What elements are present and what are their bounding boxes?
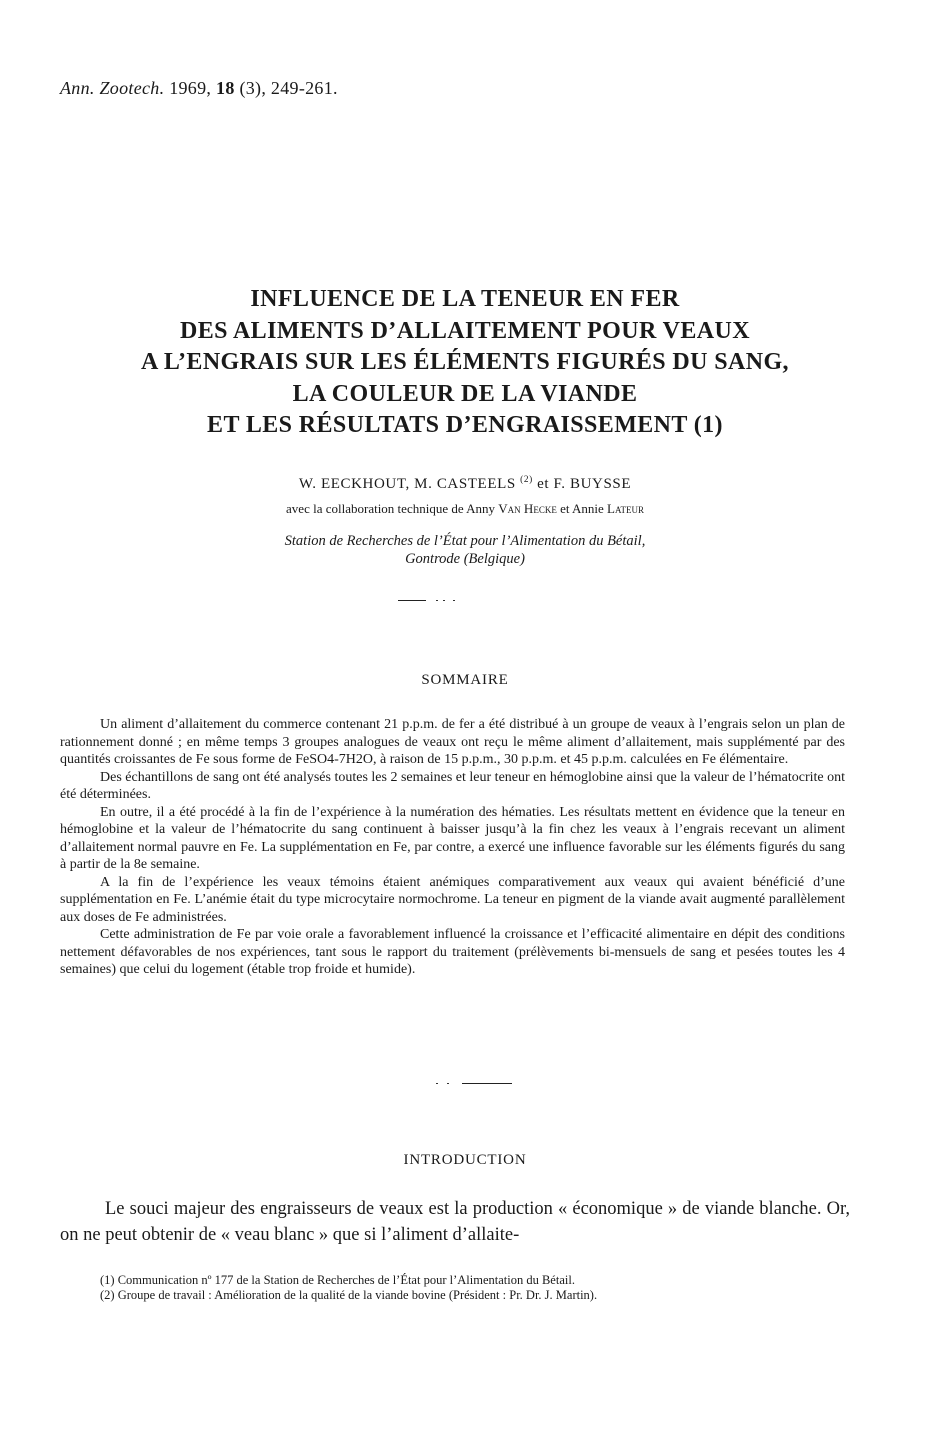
sommaire-body <box>60 716 845 979</box>
sommaire-paragraph: En outre, il a été procédé à la fin de l’expérience à la numération des hématies. Les résultats mettent en évidence que la teneur en hémoglobine et la valeur de l’hématocrite du sang continuent à baisser jusqu’à la fin chez les veaux à l’engrais recevant un aliment d’allaitement normal pauvre en Fe. La supplémentation en Fe, par contre, a exercé une influence favorable sur les éléments figurés du sang à partir de la 8e semaine. <box>60 804 845 872</box>
introduction-heading: INTRODUCTION <box>403 1152 527 1168</box>
collab-name-2: Lateur <box>607 501 644 516</box>
title-line: DES ALIMENTS D’ALLAITEMENT POUR VEAUX <box>179 317 750 344</box>
separator-dot <box>436 600 438 601</box>
affiliation-line-1: Station de Recherches de l’État pour l’Alimentation du Bétail, <box>284 533 646 549</box>
title-footnote-ref: (1) <box>693 412 723 438</box>
footnote: (2) Groupe de travail : Amélioration de la qualité de la viande bovine (Président : Pr. Dr. J. Martin). <box>100 1288 598 1302</box>
title-line-last <box>40 410 890 442</box>
title-line: INFLUENCE DE LA TENEUR EN FER <box>250 286 680 312</box>
sommaire-paragraph: Des échantillons de sang ont été analysés toutes les 2 semaines et leur teneur en hémoglobine ainsi que la valeur de l’hématocrite ont été déterminées. <box>60 769 845 802</box>
introduction-body <box>60 1196 850 1248</box>
sommaire-paragraph: Cette administration de Fe par voie orale a favorablement influencé la croissance et l’efficacité alimentaire en dépit des conditions nettement défavorables de nos expériences, tant sous le rapport du traitement (prélèvements bi-mensuels de sang et pesées toutes les 4 semaines) que celui du logement (étable trop froide et humide). <box>60 927 845 977</box>
affiliation-line-2: Gontrode (Belgique) <box>405 551 525 567</box>
separator-dot <box>453 600 455 601</box>
journal-year: 1969, <box>169 78 212 98</box>
journal-name: Ann. Zootech. <box>60 78 165 98</box>
journal-citation <box>60 78 338 99</box>
sommaire-paragraph: Un aliment d’allaitement du commerce contenant 21 p.p.m. de fer a été distribué à un groupe de veaux à l’engrais selon un plan de rationnement donné ; en même temps 3 groupes analogues de veaux ont reçu le même aliment d’allaitement, mais supplémenté par des quantités croissantes de Fe sous forme de FeSO4-7H2O, à raison de 15 p.p.m., 30 p.p.m. et 45 p.p.m. calculées en Fe élémentaire. <box>60 717 845 767</box>
sommaire-paragraph: A la fin de l’expérience les veaux témoins étaient anémiques comparativement aux veaux qui avaient bénéficié d’une supplémentation en Fe. L’anémie était du type microcytaire normochrome. La teneur en pigment de la viande avait augmenté parallèlement aux doses de Fe administrées. <box>60 874 845 925</box>
separator-rule-bottom <box>462 1083 512 1084</box>
journal-issue-pages: (3), 249-261. <box>239 78 338 98</box>
introduction-paragraph: Le souci majeur des engraisseurs de veaux est la production « économique » de viande blanche. Or, on ne peut obtenir de « veau blanc » que si l’aliment d’allaite- <box>60 1199 850 1245</box>
title-line: A L’ENGRAIS SUR LES ÉLÉMENTS FIGURÉS DU SANG, <box>141 349 789 375</box>
title-line: ET LES RÉSULTATS D’ENGRAISSEMENT <box>207 412 688 438</box>
authors-first: W. EECKHOUT, M. CASTEELS <box>298 476 516 492</box>
author-list <box>40 476 890 493</box>
separator-dot <box>443 600 445 601</box>
footnotes <box>100 1273 860 1303</box>
sommaire-heading: SOMMAIRE <box>421 672 509 688</box>
footnote: (1) Communication nº 177 de la Station de Recherches de l’État pour l’Alimentation du Bétail. <box>100 1273 575 1287</box>
affiliation <box>40 532 890 568</box>
collab-mid: et Annie <box>560 501 604 516</box>
separator-rule-top <box>398 600 426 601</box>
collab-prefix: avec la collaboration technique de Anny <box>286 501 496 516</box>
author-footnote-ref: (2) <box>520 475 533 485</box>
separator-dot <box>447 1083 449 1084</box>
title-line: LA COULEUR DE LA VIANDE <box>292 380 638 407</box>
separator-dot <box>436 1083 438 1084</box>
authors-last: et F. BUYSSE <box>537 476 632 492</box>
journal-volume: 18 <box>216 78 235 98</box>
collab-name-1: Van Hecke <box>498 501 557 516</box>
article-title <box>40 284 890 442</box>
collaboration-line <box>40 501 890 517</box>
